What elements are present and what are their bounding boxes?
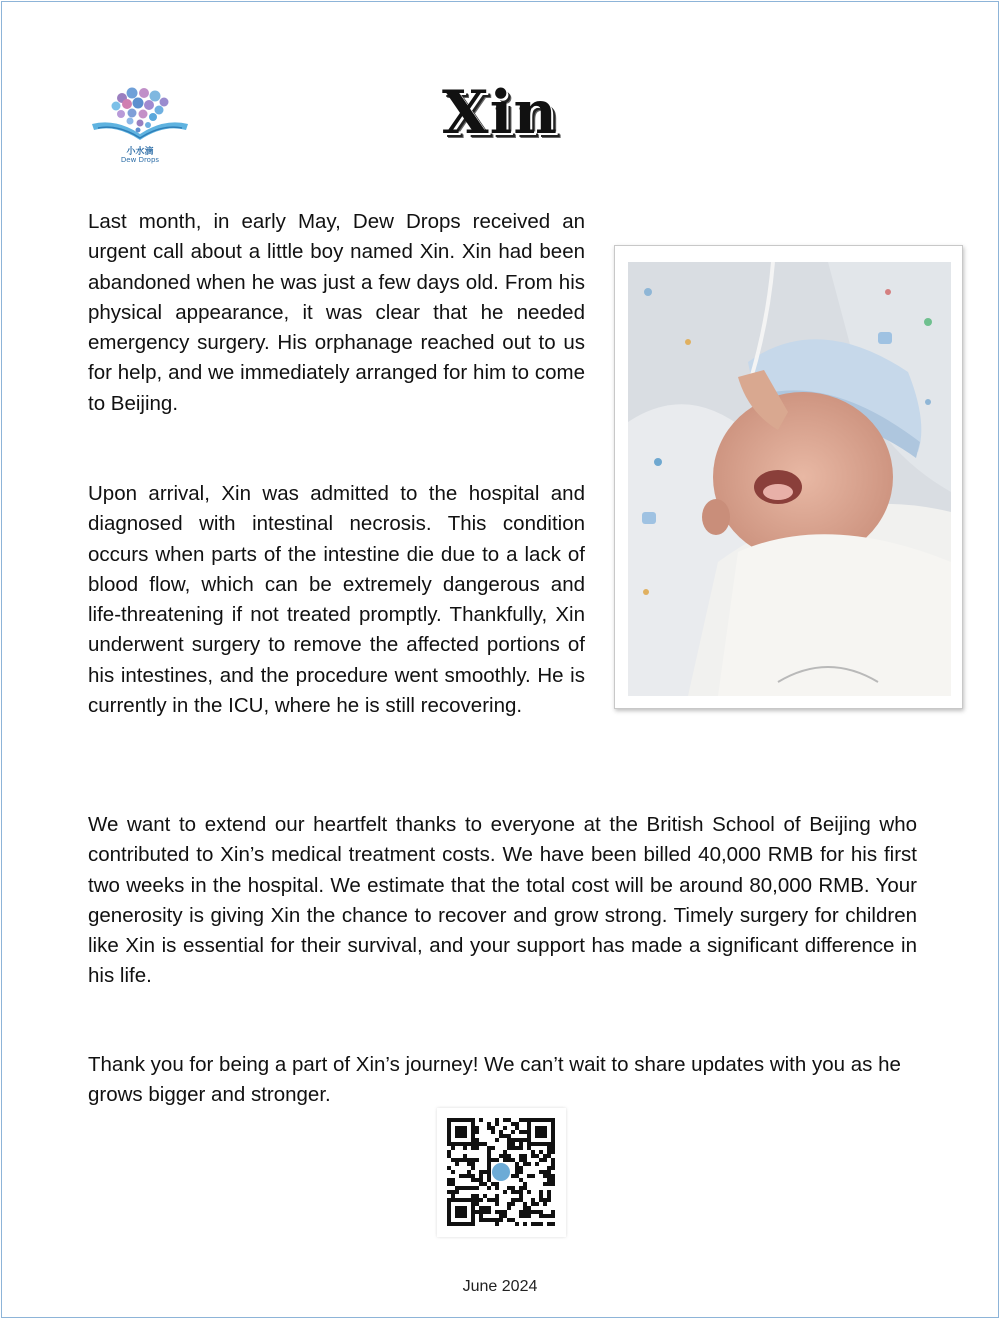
qr-code[interactable] <box>437 1108 566 1237</box>
newborn-photo-icon <box>628 262 951 696</box>
newborn-photo <box>628 262 951 696</box>
logo-english-name: Dew Drops <box>120 156 160 164</box>
photo-frame <box>614 245 963 709</box>
qr-code-icon <box>437 1108 566 1237</box>
logo-chinese-name: 小水滴 <box>126 147 154 157</box>
issue-date: June 2024 <box>462 1278 538 1295</box>
paragraph-closing: Thank you for being a part of Xin’s journey! We can’t wait to share updates with you as he grows bigger and stronger. <box>88 1053 901 1107</box>
page-title: Xin <box>442 78 558 148</box>
paragraph-diagnosis: Upon arrival, Xin was admitted to the hospital and diagnosed with intestinal necrosis. This condition occurs when parts of the intestine die due to a lack of blood flow, which can be extremely dangerous and life-threatening if not treated promptly. Thankfully, Xin underwent surgery to remove the affected portions of his intestines, and the procedure went smoothly. He is currently in the ICU, where he is still recovering. <box>88 482 585 718</box>
newsletter-page <box>1 1 999 1318</box>
paragraph-intro: Last month, in early May, Dew Drops received an urgent call about a little boy named Xin. Xin had been abandoned when he was just a few days old. From his physical appearance, it was clear that he needed emergency surgery. His orphanage reached out to us for help, and we immediately arranged for him to come to Beijing. <box>88 210 585 415</box>
paragraph-thanks: We want to extend our heartfelt thanks to everyone at the British School of Beijing who contributed to Xin’s medical treatment costs. We have been billed 40,000 RMB for his first two weeks in the hospital. We estimate that the total cost will be around 80,000 RMB. Your generosity is giving Xin the chance to recover and grow strong. Timely surgery for children like Xin is essential for their survival, and your support has made a significant difference in his life. <box>88 813 917 988</box>
